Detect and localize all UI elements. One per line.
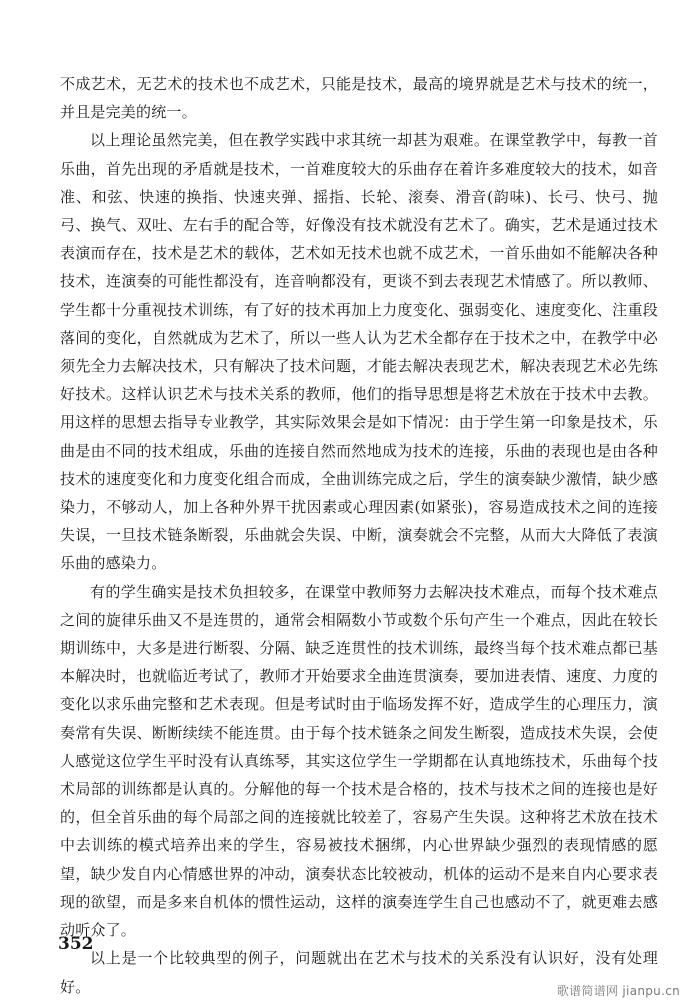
paragraph-continued: 不成艺术，无艺术的技术也不成艺术，只能是技术，最高的境界就是艺术与技术的统一，并且是完美的统一。 (60, 75, 658, 122)
paragraph: 有的学生确实是技术负担较多，在课堂中教师努力去解决技术难点，而每个技术难点之间的旋律乐曲又不是连贯的，通常会相隔数小节或数个乐句产生一个难点，因此在较长期训练中，大多是进行断裂、分隔、缺乏连贯性的技术训练，最终当每个技术难点都已基本解决时，也就临近考试了，教师才开始要求全曲连贯演奏，要加进表情、速度、力度的变化以求乐曲完整和艺术表现。但是考试时由于临场发挥不好，造成学生的心理压力，演奏常有失误、断断续续不能连贯。由于每个技术链条之间发生断裂，造成技术失误，会使人感觉这位学生平时没有认真练琴，其实这位学生一学期都在认真地练技术，乐曲每个技术局部的训练都是认真的。分解他的每一个技术是合格的，技术与技术之间的连接也是好的，但全首乐曲的每个局部之间的连接就比较差了，容易产生失误。这种将艺术放在技术中去训练的模式培养出来的学生，容易被技术捆绑，内心世界缺少强烈的表现情感的愿望，缺少发自内心情感世界的冲动，演奏状态比较被动，机体的运动不是来自内心要求表现的欲望，而是多来自机体的惯性运动，这样的演奏连学生自己也感动不了，就更难去感动听众了。 (60, 582, 658, 940)
paragraph: 以上理论虽然完美，但在教学实践中求其统一却甚为艰难。在课堂教学中，每教一首乐曲，首先出现的矛盾就是技术，一首难度较大的乐曲存在着许多难度较大的技术，如音准、和弦、快速的换指、快速夹弹、摇指、长轮、滚奏、滑音(韵味)、长弓、快弓、抛弓、换气、双吐、左右手的配合等，好像没有技术就没有艺术了。确实，艺术是通过技术表演而存在，技术是艺术的载体，艺术如无技术也就不成艺术，一首乐曲如不能解决各种技术，连演奏的可能性都没有，连音响都没有，更谈不到去表现艺术情感了。所以教师、学生都十分重视技术训练，有了好的技术再加上力度变化、强弱变化、速度变化、注重段落间的变化，自然就成为艺术了，所以一些人认为艺术全都存在于技术之中，在教学中必须先全力去解决技术，只有解决了技术问题，才能去解决表现艺术，解决表现艺术必先练好技术。这样认识艺术与技术关系的教师，他们的指导思想是将艺术放在于技术中去教。用这样的思想去指导专业教学，其实际效果会是如下情况：由于学生第一印象是技术，乐曲是由不同的技术组成，乐曲的连接自然而然地成为技术的连接，乐曲的表现也是由各种技术的速度变化和力度变化组合而成，全曲训练完成之后，学生的演奏缺少激情，缺少感染力，不够动人，加上各种外界干扰因素或心理因素(如紧张)，容易造成技术之间的连接失误，一旦技术链条断裂，乐曲就会失误、中断，演奏就会不完整，从而大大降低了表演乐曲的感染力。 (60, 131, 658, 573)
page-number: 352 (58, 934, 94, 954)
paragraph: 以上是一个比较典型的例子，问题就出在艺术与技术的关系没有认识好，没有处理好。 (60, 949, 658, 996)
site-watermark: 歌谱简谱网 jianpu.cn (556, 984, 680, 998)
body-text (60, 70, 658, 1001)
